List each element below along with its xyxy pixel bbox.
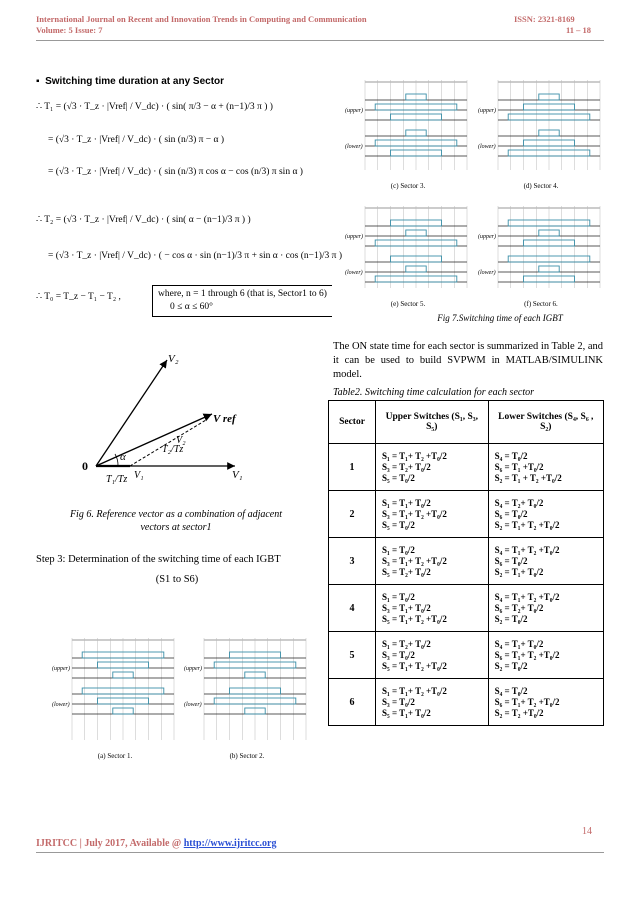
- lower-label: (lower): [345, 144, 363, 150]
- sector-cell: 3: [329, 538, 376, 585]
- table-row: [329, 632, 604, 679]
- lower-switch-line: S₂ = T₂ +T₀/2: [494, 707, 544, 718]
- subfigure-caption: (c) Sector 3.: [390, 182, 426, 190]
- upper-switch-cell: [376, 679, 489, 726]
- upper-switch-cell: [376, 491, 489, 538]
- lower-switch-line: S₄ = T₀/2: [494, 685, 528, 696]
- sector-cell: 2: [329, 491, 376, 538]
- fig6-caption: [40, 508, 312, 534]
- lower-switch-line: S₆ = T₂+ T₀/2: [494, 602, 544, 613]
- footer-text: IJRITCC | July 2017, Available @: [36, 838, 184, 849]
- table-row: [329, 491, 604, 538]
- th-upper: Upper Switches (S₁, S₃, S₅): [376, 401, 489, 444]
- footer: [36, 838, 277, 849]
- sector-cell: 6: [329, 679, 376, 726]
- page-number: 14: [582, 826, 592, 837]
- issn: ISSN: 2321-8169: [514, 14, 575, 24]
- lower-switch-cell: [488, 585, 603, 632]
- upper-switch-line: S₃ = T₁+ T₂ +T₀/2: [382, 508, 447, 519]
- eq-range: 0 ≤ α ≤ 60°: [170, 302, 213, 312]
- lower-switch-line: S₄ = T₁+ T₀/2: [494, 638, 544, 649]
- subfigure-caption: (f) Sector 6.: [524, 300, 558, 308]
- lower-label: (lower): [52, 702, 70, 708]
- lower-switch-line: S₂ = T₀/2: [494, 660, 528, 671]
- th-sector: Sector: [329, 401, 376, 444]
- eq-t1-line1: ∴ T₁ = (√3 · T_z · |Vref| / V_dc) · ( sin( π/3 − α + (n−1)/3 π ) ): [36, 102, 273, 112]
- label-origin: 0: [82, 459, 88, 473]
- section-bullet-text: Switching time duration at any Sector: [45, 76, 225, 87]
- waveform-sector6: [478, 198, 604, 310]
- table-row: [329, 679, 604, 726]
- upper-switch-line: S₃ = T₁+ T₀/2: [382, 602, 431, 613]
- page-range: 11 – 18: [566, 25, 592, 35]
- upper-label: (upper): [478, 108, 496, 114]
- waveform-sector3: [345, 72, 471, 192]
- eq-where-brace: [152, 285, 332, 317]
- lower-switch-line: S₆ = T₀/2: [494, 555, 528, 566]
- label-v2-scaled: V₂: [176, 435, 186, 446]
- lower-switch-line: S₄ = T₀/2: [494, 450, 528, 461]
- fig6-vector-diagram: [70, 348, 300, 498]
- upper-switch-line: S₃ = T₂+ T₀/2: [382, 461, 431, 472]
- lower-switch-line: S₄ = T₁+ T₂ +T₀/2: [494, 544, 560, 555]
- label-v2: V₂: [168, 353, 179, 365]
- upper-label: (upper): [345, 234, 363, 240]
- upper-switch-line: S₅ = T₀/2: [382, 472, 415, 483]
- sector-cell: 5: [329, 632, 376, 679]
- label-t2tz: T₂/Tz: [162, 444, 184, 455]
- table-row: [329, 585, 604, 632]
- upper-label: (upper): [478, 234, 496, 240]
- lower-switch-cell: [488, 632, 603, 679]
- eq-t2-line1: ∴ T₂ = (√3 · T_z · |Vref| / V_dc) · ( sin( α − (n−1)/3 π ) ): [36, 215, 251, 225]
- lower-switch-cell: [488, 444, 603, 491]
- lower-switch-line: S₂ = T₁ + T₂ +T₀/2: [494, 472, 562, 483]
- step3-heading: [36, 553, 318, 587]
- upper-switch-line: S₅ = T₁+ T₂ +T₀/2: [382, 660, 447, 671]
- waveform-sector2: [184, 630, 310, 762]
- upper-switch-line: S₅ = T₀/2: [382, 519, 415, 530]
- sector-cell: 4: [329, 585, 376, 632]
- upper-switch-line: S₅ = T₁+ T₀/2: [382, 707, 431, 718]
- lower-label: (lower): [345, 270, 363, 276]
- lower-label: (lower): [478, 270, 496, 276]
- paragraph: The ON state time for each sector is summarized in Table 2, and it can be used to build SVPWM in MATLAB/SIMULINK model.: [333, 341, 603, 380]
- lower-switch-line: S₆ = T₁+ T₂ +T₀/2: [494, 696, 560, 707]
- footer-link[interactable]: http://www.ijritcc.org: [183, 838, 277, 849]
- upper-switch-line: S₁ = T₀/2: [382, 544, 415, 555]
- upper-label: (upper): [345, 108, 363, 114]
- step3-line2: (S1 to S6): [155, 574, 199, 585]
- upper-label: (upper): [184, 666, 202, 672]
- upper-switch-cell: [376, 444, 489, 491]
- upper-label: (upper): [52, 666, 70, 672]
- upper-switch-line: S₃ = T₀/2: [382, 696, 415, 707]
- upper-switch-line: S₃ = T₀/2: [382, 649, 415, 660]
- label-v1-scaled: V₁: [134, 470, 144, 481]
- sector-cell: 1: [329, 444, 376, 491]
- upper-switch-line: S₁ = T₁+ T₀/2: [382, 497, 431, 508]
- th-lower: Lower Switches (S₄, S₆ , S₂): [488, 401, 603, 444]
- upper-switch-cell: [376, 585, 489, 632]
- eq-t0-line: ∴ T₀ = T_z − T₁ − T₂ ,: [36, 292, 121, 302]
- section-bullet: ▪ Switching time duration at any Sector: [36, 76, 225, 87]
- table-row: [329, 444, 604, 491]
- step3-line1: Step 3: Determination of the switching time of each IGBT: [36, 554, 281, 565]
- lower-switch-cell: [488, 538, 603, 585]
- lower-switch-line: S₄ = T₁+ T₂ +T₀/2: [494, 591, 560, 602]
- lower-label: (lower): [478, 144, 496, 150]
- lower-switch-line: S₆ = T₀/2: [494, 508, 528, 519]
- switching-table: [328, 400, 604, 726]
- label-t1tz: T₁/Tz: [106, 474, 128, 485]
- waveform-sector5: [345, 198, 471, 310]
- waveform-sector4: [478, 72, 604, 192]
- upper-switch-line: S₁ = T₁+ T₂ +T₀/2: [382, 450, 447, 461]
- upper-switch-cell: [376, 632, 489, 679]
- header-rule: [36, 40, 604, 41]
- fig6-caption-line2: vectors at sector1: [140, 522, 212, 533]
- subfigure-caption: (b) Sector 2.: [229, 752, 265, 760]
- subfigure-caption: (e) Sector 5.: [390, 300, 426, 308]
- eq-where: where, n = 1 through 6 (that is, Sector1 to 6): [158, 289, 327, 299]
- lower-switch-cell: [488, 491, 603, 538]
- lower-switch-line: S₄ = T₂+ T₀/2: [494, 497, 544, 508]
- table-caption: Table2. Switching time calculation for each sector: [333, 387, 534, 398]
- table-row: [329, 538, 604, 585]
- upper-switch-line: S₃ = T₁+ T₂ +T₀/2: [382, 555, 447, 566]
- eq-t1-line3: = (√3 · T_z · |Vref| / V_dc) · ( sin (n/3) π cos α − cos (n/3) π sin α ): [48, 167, 303, 177]
- lower-switch-cell: [488, 679, 603, 726]
- upper-switch-line: S₁ = T₀/2: [382, 591, 415, 602]
- v2-component: [130, 420, 206, 466]
- footer-rule: [36, 852, 604, 853]
- journal-title: International Journal on Recent and Innovation Trends in Computing and Communication: [36, 14, 367, 24]
- lower-switch-line: S₂ = T₁+ T₀/2: [494, 566, 544, 577]
- volume-issue: Volume: 5 Issue: 7: [36, 25, 103, 35]
- waveform-sector1: [52, 630, 178, 762]
- eq-t1-line2: = (√3 · T_z · |Vref| / V_dc) · ( sin (n/3) π − α ): [48, 135, 225, 145]
- lower-switch-line: S₆ = T₁+ T₂ +T₀/2: [494, 649, 560, 660]
- fig7-caption: Fig 7.Switching time of each IGBT: [437, 313, 563, 323]
- lower-switch-line: S₂ = T₁+ T₂ +T₀/2: [494, 519, 560, 530]
- eq-t2-line2: = (√3 · T_z · |Vref| / V_dc) · ( − cos α · sin (n−1)/3 π + sin α · cos (n−1)/3 π ): [48, 251, 342, 261]
- upper-switch-line: S₅ = T₁+ T₂ +T₀/2: [382, 613, 447, 624]
- lower-label: (lower): [184, 702, 202, 708]
- label-vref: V ref: [213, 413, 236, 425]
- upper-switch-cell: [376, 538, 489, 585]
- lower-switch-line: S₂ = T₀/2: [494, 613, 528, 624]
- label-alpha: α: [120, 451, 126, 463]
- upper-switch-line: S₅ = T₂+ T₀/2: [382, 566, 431, 577]
- upper-switch-line: S₁ = T₂+ T₀/2: [382, 638, 431, 649]
- subfigure-caption: (d) Sector 4.: [523, 182, 559, 190]
- lower-switch-line: S₆ = T₁ +T₀/2: [494, 461, 544, 472]
- label-v1: V₁: [232, 469, 243, 481]
- upper-switch-line: S₁ = T₁+ T₂ +T₀/2: [382, 685, 447, 696]
- subfigure-caption: (a) Sector 1.: [97, 752, 133, 760]
- fig6-caption-line1: Fig 6. Reference vector as a combination of adjacent: [69, 509, 283, 520]
